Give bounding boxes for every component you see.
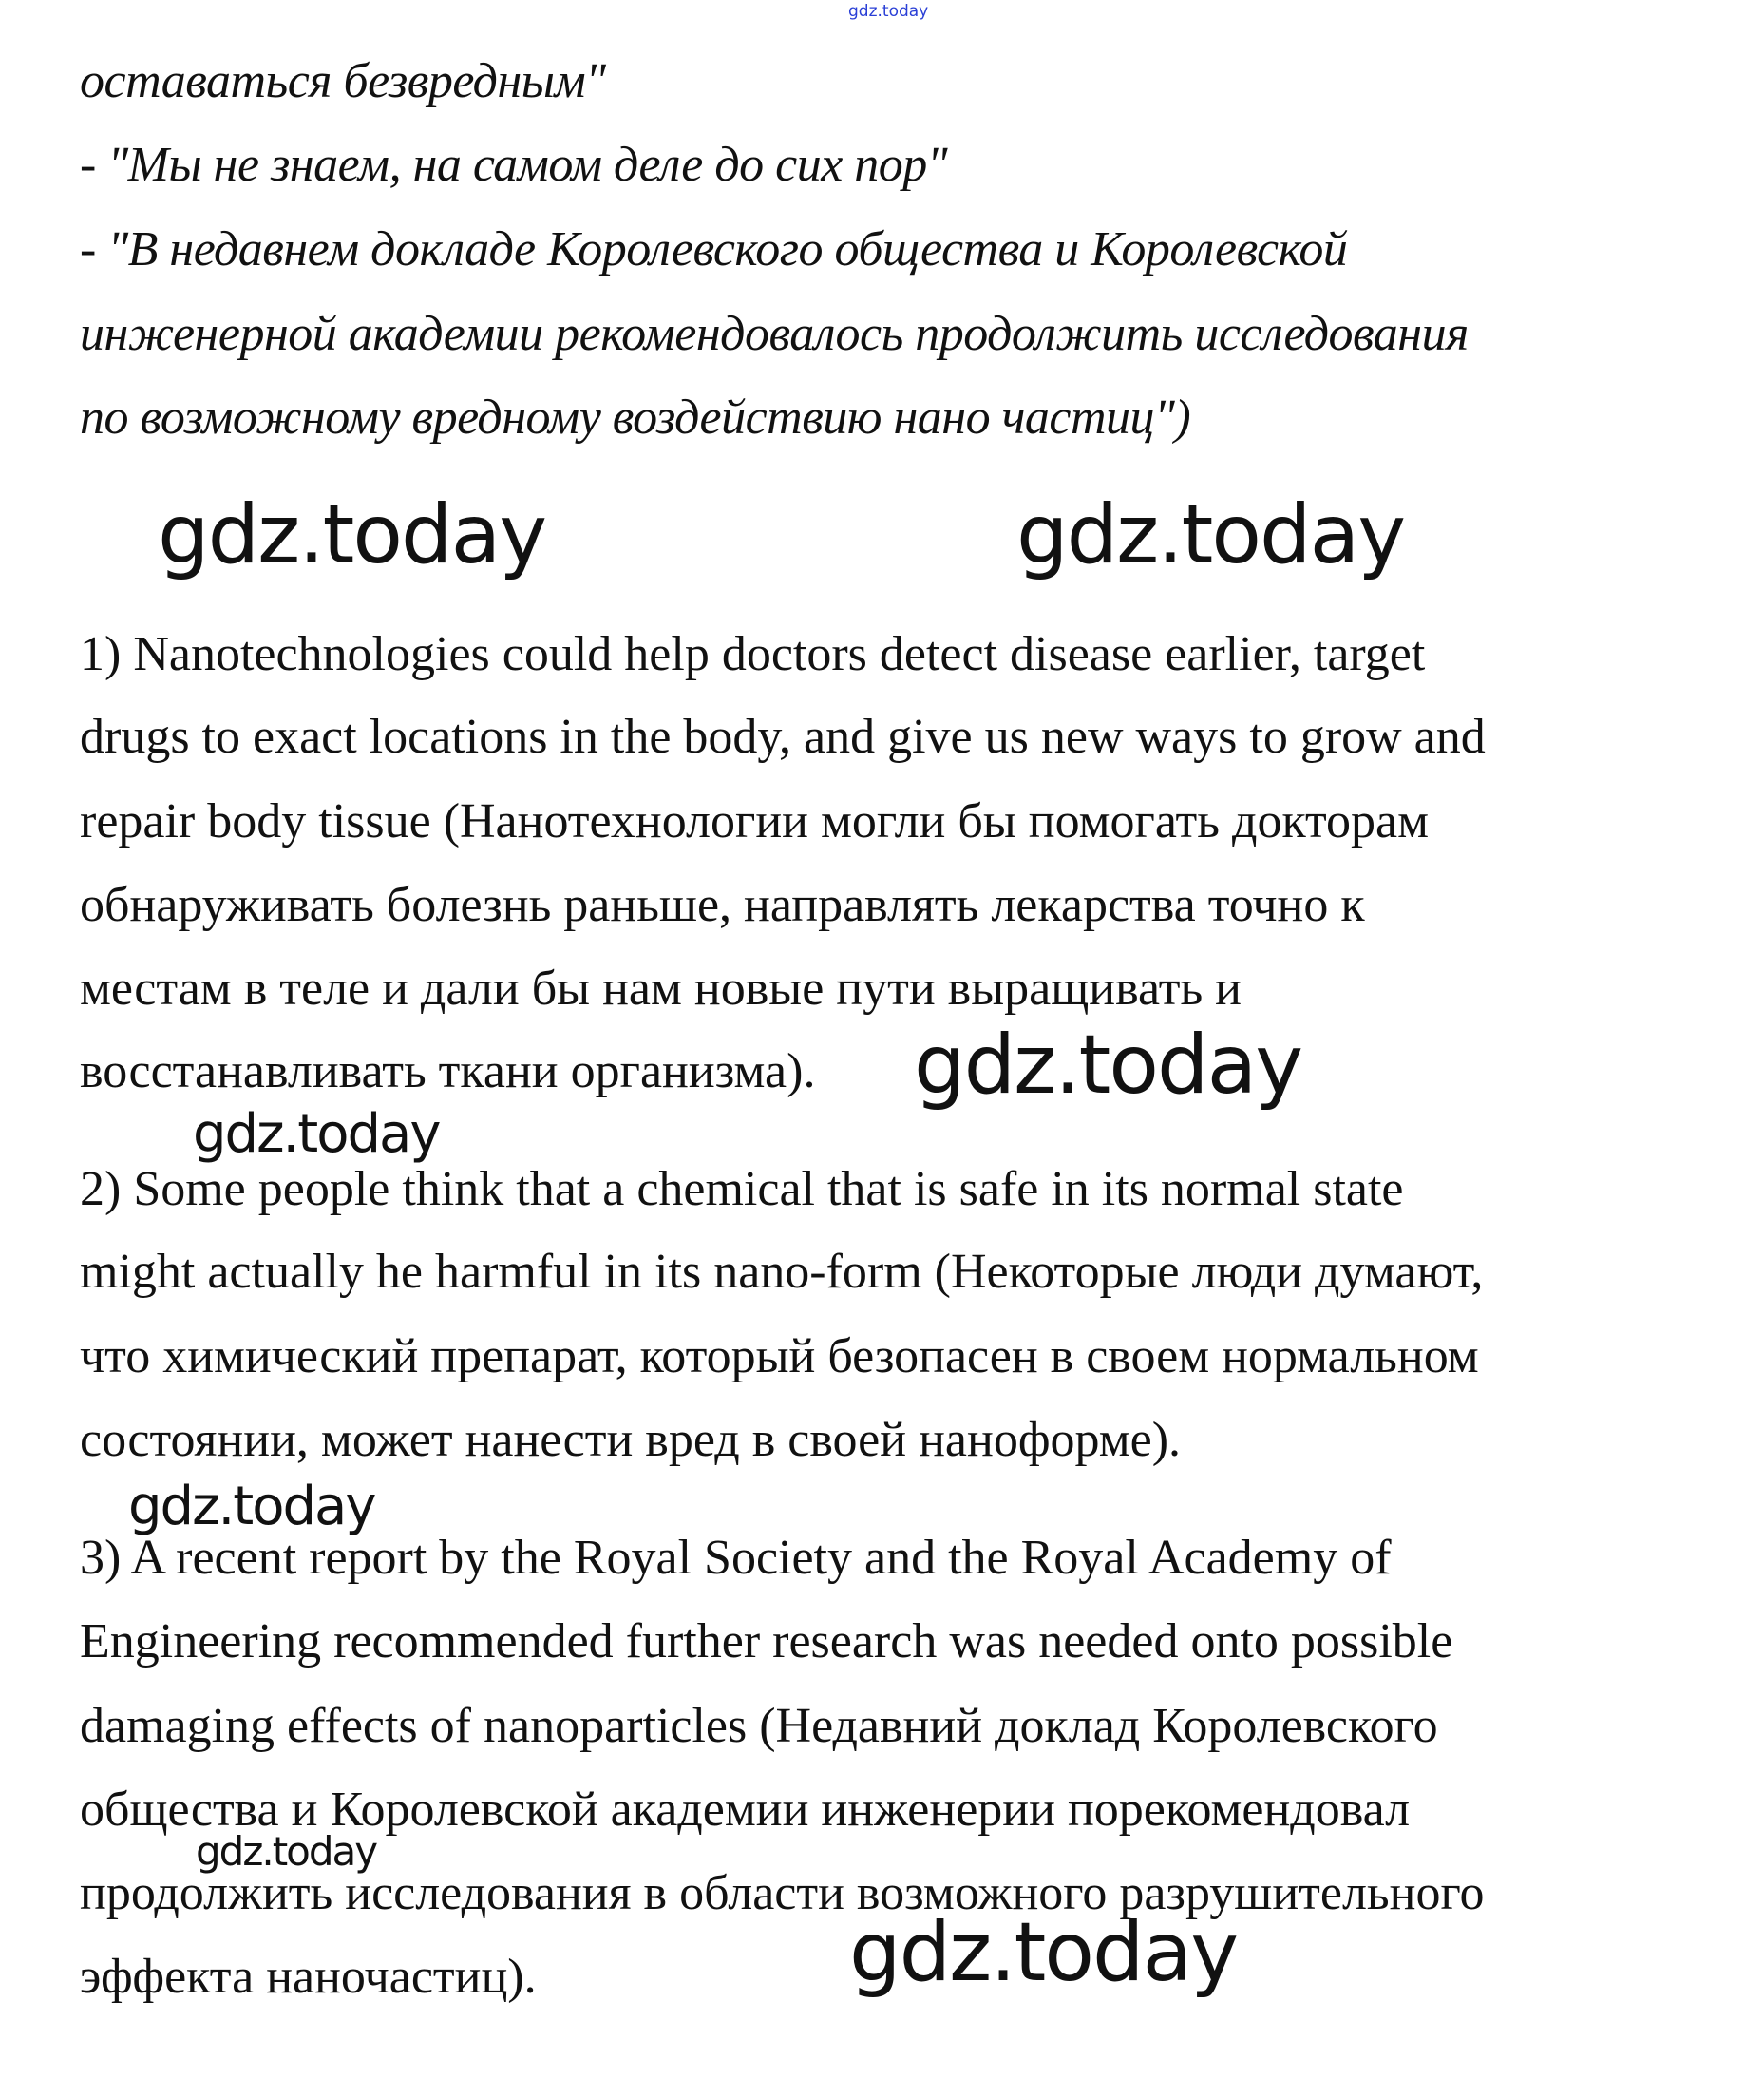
answer-line: обнаруживать болезнь раньше, направлять лекарства точно к [80, 878, 1365, 932]
answer-line: местам в теле и дали бы нам новые пути выращивать и [80, 962, 1242, 1016]
watermark: gdz.today [196, 1828, 377, 1875]
quote-line: по возможному вредному воздействию нано частиц") [80, 391, 1191, 445]
answer-line: might actually he harmful in its nano-form (Некоторые люди думают, [80, 1245, 1484, 1299]
watermark: gdz.today [849, 1905, 1238, 2000]
watermark: gdz.today [914, 1018, 1302, 1113]
answer-line: что химический препарат, который безопасен в своем нормальном [80, 1329, 1479, 1383]
answer-line: продолжить исследования в области возможного разрушительного [80, 1866, 1485, 1920]
quote-line: инженерной академии рекомендовалось продолжить исследования [80, 307, 1469, 361]
answer-line: восстанавливать ткани организма). [80, 1044, 816, 1098]
watermark: gdz.today [193, 1103, 440, 1165]
answer-line: 3) A recent report by the Royal Society and the Royal Academy of [80, 1531, 1392, 1585]
answer-line: 2) Some people think that a chemical that is safe in its normal state [80, 1162, 1404, 1216]
answer-line: общества и Королевской академии инженерии порекомендовал [80, 1783, 1411, 1837]
answer-line: drugs to exact locations in the body, and give us new ways to grow and [80, 710, 1486, 764]
watermark: gdz.today [158, 487, 546, 582]
answer-line: Engineering recommended further research was needed onto possible [80, 1614, 1453, 1668]
answer-line: 1) Nanotechnologies could help doctors detect disease earlier, target [80, 627, 1426, 681]
watermark: gdz.today [1016, 487, 1405, 582]
quote-line: оставаться безвредным" [80, 54, 606, 108]
answer-line: damaging effects of nanoparticles (Недавний доклад Королевского [80, 1699, 1438, 1753]
watermark: gdz.today [128, 1476, 375, 1537]
quote-line: - "В недавнем докладе Королевского общества и Королевской [80, 222, 1348, 276]
quote-line: - "Мы не знаем, на самом деле до сих пор" [80, 138, 948, 192]
header-watermark[interactable]: gdz.today [848, 2, 929, 21]
answer-line: эффекта наночастиц). [80, 1950, 537, 2004]
answer-line: repair body tissue (Нанотехнологии могли бы помогать докторам [80, 794, 1430, 848]
answer-line: состоянии, может нанести вред в своей наноформе). [80, 1413, 1182, 1467]
